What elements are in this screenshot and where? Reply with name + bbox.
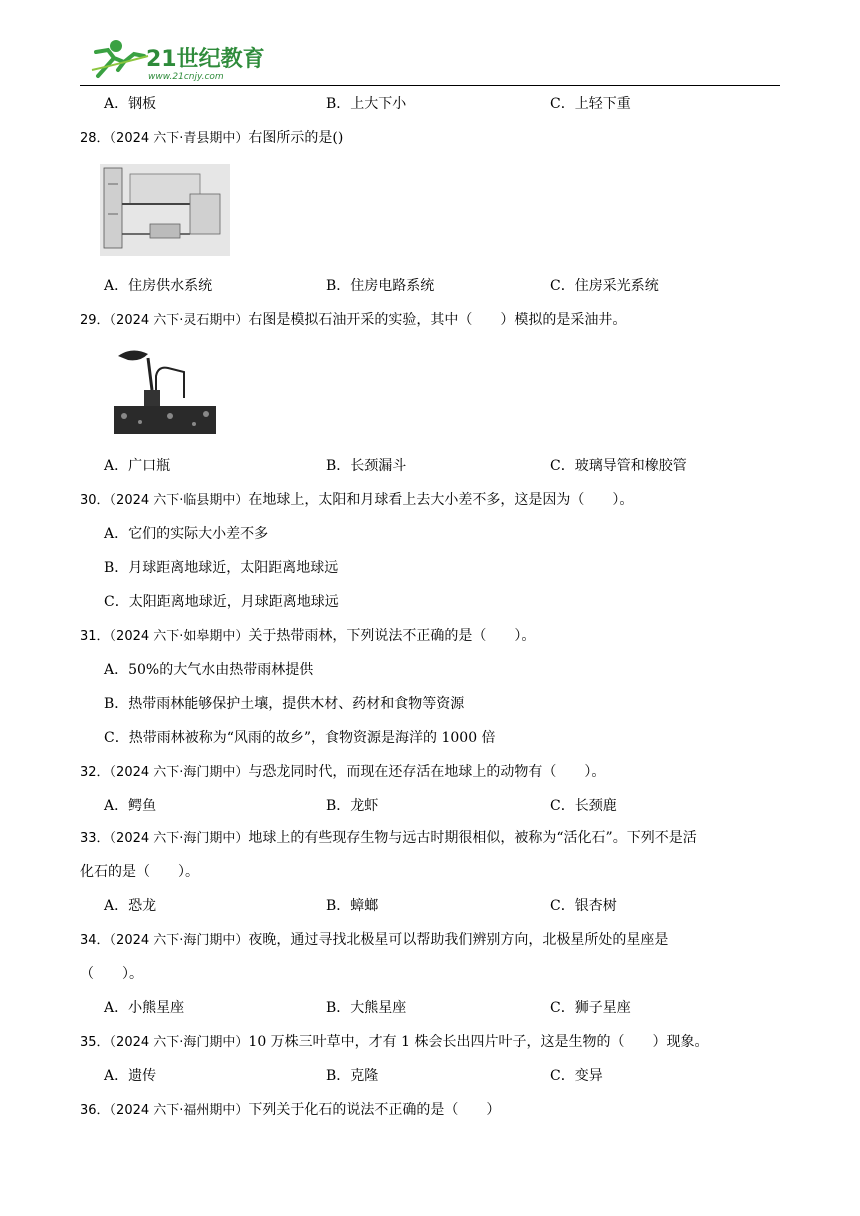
q31-option-b: B．热带雨林能够保护土壤，提供木材、药材和食物等资源	[104, 696, 465, 712]
q28-source: （2024 六下·青县期中）	[109, 131, 249, 146]
q34-option-c: C．狮子星座	[550, 1000, 631, 1016]
q36-number: 36．	[80, 1103, 110, 1118]
q33-option-c: C．银杏树	[550, 898, 617, 914]
q32-option-b: B．龙虾	[326, 798, 379, 814]
q36-stem: 下列关于化石的说法不正确的是（ ）	[248, 1102, 501, 1118]
q34-source: （2024 六下·海门期中）	[109, 933, 249, 948]
q35-option-a: A．遗传	[104, 1068, 157, 1084]
q30-source: （2024 六下·临县期中）	[109, 493, 249, 508]
page-header	[80, 30, 780, 86]
q33-option-a: A．恐龙	[104, 898, 157, 914]
q33-number: 33．	[80, 831, 110, 846]
q31-option-c: C．热带雨林被称为“风雨的故乡”，食物资源是海洋的 1000 倍	[104, 730, 496, 746]
q36-source: （2024 六下·福州期中）	[109, 1103, 249, 1118]
q30-stem-line	[80, 490, 633, 511]
q31-stem: 关于热带雨林，下列说法不正确的是（ ）。	[248, 628, 536, 644]
q32-number: 32．	[80, 765, 110, 780]
oil-extraction-figure	[110, 346, 220, 436]
house-system-figure	[100, 164, 230, 256]
q30-option-c: C．太阳距离地球近，月球距离地球远	[104, 594, 339, 610]
q32-option-c: C．长颈鹿	[550, 798, 617, 814]
q29-source: （2024 六下·灵石期中）	[109, 313, 249, 328]
q28-option-c: C．住房采光系统	[550, 278, 659, 294]
q29-number: 29．	[80, 313, 110, 328]
q32-option-a: A．鳄鱼	[104, 798, 157, 814]
q35-stem-line	[80, 1032, 708, 1053]
q33-stem: 地球上的有些现存生物与远古时期很相似，被称为“活化石”。下列不是活	[248, 830, 697, 846]
q31-option-a: A．50%的大气水由热带雨林提供	[104, 662, 314, 678]
q34-option-b: B．大熊星座	[326, 1000, 407, 1016]
q34-stem-line-2: （ ）。	[80, 966, 143, 982]
q29-stem: 右图是模拟石油开采的实验，其中（ ）模拟的是采油井。	[248, 312, 627, 328]
q30-stem: 在地球上，太阳和月球看上去大小差不多，这是因为（ ）。	[248, 492, 634, 508]
q35-option-c: C．变异	[550, 1068, 603, 1084]
q27-option-c: C．上轻下重	[550, 96, 631, 112]
q35-source: （2024 六下·海门期中）	[109, 1035, 249, 1050]
q32-stem-line	[80, 762, 605, 783]
q32-stem: 与恐龙同时代，而现在还存活在地球上的动物有（ ）。	[248, 764, 606, 780]
q32-source: （2024 六下·海门期中）	[109, 765, 249, 780]
q36-stem-line	[80, 1100, 500, 1121]
q34-stem: 夜晚，通过寻找北极星可以帮助我们辨别方向，北极星所处的星座是	[248, 932, 669, 948]
logo-url: www.21cnjy.com	[148, 72, 224, 82]
q33-source: （2024 六下·海门期中）	[109, 831, 249, 846]
q35-number: 35．	[80, 1035, 110, 1050]
q31-stem-line	[80, 626, 535, 647]
q34-option-a: A．小熊星座	[104, 1000, 185, 1016]
q34-number: 34．	[80, 933, 110, 948]
q33-option-b: B．蟑螂	[326, 898, 379, 914]
q30-option-a: A．它们的实际大小差不多	[104, 526, 269, 542]
logo-text: 21世纪教育	[146, 47, 265, 72]
q29-stem-line	[80, 310, 626, 331]
logo-21cnjy	[88, 36, 268, 82]
q34-stem-line	[80, 930, 668, 951]
q35-stem: 10 万株三叶草中，才有 1 株会长出四片叶子，这是生物的（ ）现象。	[248, 1034, 709, 1050]
q30-number: 30．	[80, 493, 110, 508]
q27-option-b: B．上大下小	[326, 96, 407, 112]
q33-stem-line	[80, 828, 697, 849]
q28-stem-line	[80, 128, 343, 149]
q28-stem: 右图所示的是()	[248, 130, 344, 146]
q33-stem-line-2: 化石的是（ ）。	[80, 864, 199, 880]
q28-option-b: B．住房电路系统	[326, 278, 435, 294]
q29-option-a: A．广口瓶	[104, 458, 171, 474]
q31-number: 31．	[80, 629, 110, 644]
q31-source: （2024 六下·如皋期中）	[109, 629, 249, 644]
q29-option-b: B．长颈漏斗	[326, 458, 407, 474]
header-rule	[80, 85, 780, 86]
q28-option-a: A．住房供水系统	[104, 278, 213, 294]
q27-option-a: A．钢板	[104, 96, 157, 112]
q29-option-c: C．玻璃导管和橡胶管	[550, 458, 687, 474]
q30-option-b: B．月球距离地球近，太阳距离地球远	[104, 560, 339, 576]
q28-number: 28．	[80, 131, 110, 146]
q35-option-b: B．克隆	[326, 1068, 379, 1084]
